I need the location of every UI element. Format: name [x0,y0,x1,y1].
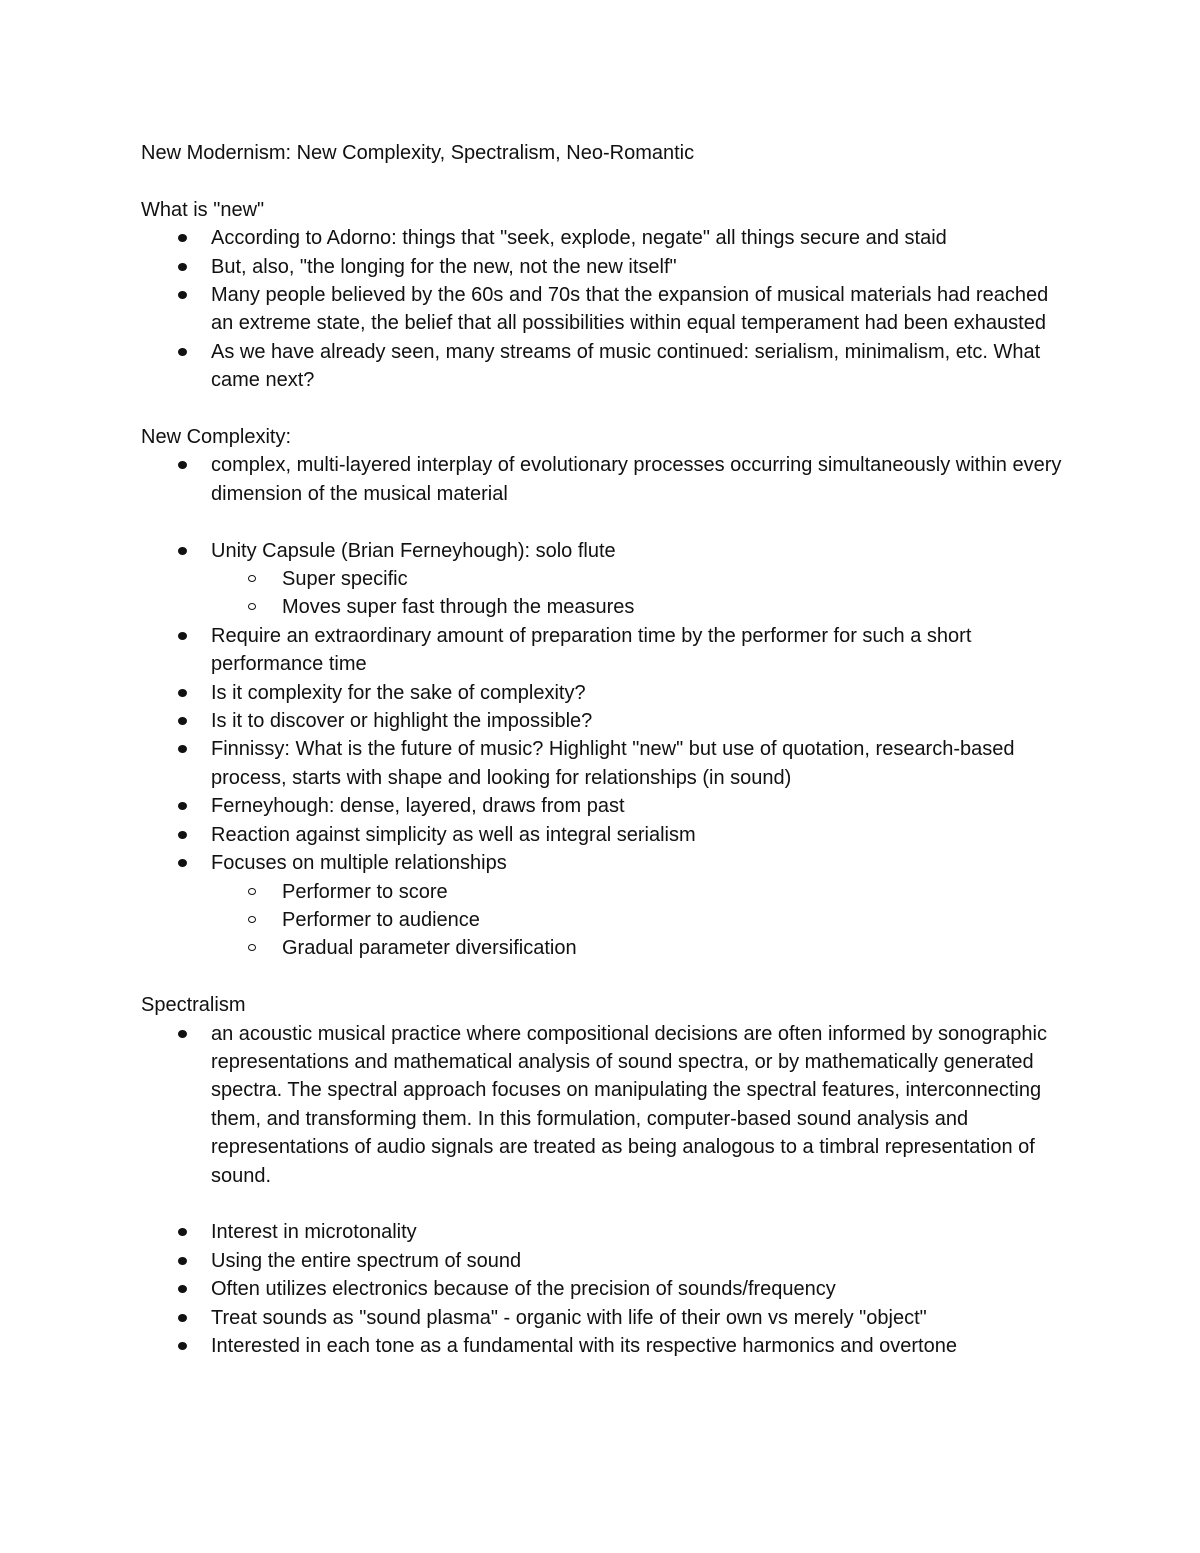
bullet-icon [178,1314,187,1322]
list-item [211,253,1071,281]
list-item [211,224,1071,252]
list-item-text: an acoustic musical practice where compositional decisions are often informed by sonographic representations and mathematical analysis of sound spectra, or by mathematically generated spectra. The spectral approach focuses on manipulating the spectral features, interconnecting them, and transforming them. In this formulation, computer-based sound analysis and representations of audio signals are treated as being analogous to a timbral representation of sound. [211,1022,1047,1187]
sub-list-item-text: Gradual parameter diversification [282,937,577,960]
sub-list-item [282,593,1071,621]
sub-list-item-text: Performer to audience [282,908,480,931]
list-item [211,338,1071,395]
spacer [141,167,1071,195]
sub-bullet-list [211,565,1071,622]
list-item-text: But, also, "the longing for the new, not the new itself" [211,255,677,278]
bullet-icon [178,291,187,299]
spacer [141,963,1071,991]
list-item [211,1218,1071,1246]
list-item [211,821,1071,849]
list-item-text: Interested in each tone as a fundamental with its respective harmonics and overtone [211,1334,957,1357]
list-item-text: Is it complexity for the sake of complexity? [211,681,586,704]
section-heading-spectralism: Spectralism [141,994,246,1017]
empty-line [211,508,1071,536]
section-heading-new-complexity: New Complexity: [141,426,292,449]
list-item-text: Focuses on multiple relationships [211,852,507,875]
sub-list-item-text: Performer to score [282,880,448,903]
bullet-icon [178,632,187,640]
list-item [211,537,1071,622]
list-item [211,451,1071,508]
list-item-text: Is it to discover or highlight the impossible? [211,710,593,733]
bullet-icon [178,1285,187,1293]
bullet-icon [178,263,187,271]
list-item-text: Ferneyhough: dense, layered, draws from past [211,795,625,818]
hollow-bullet-icon [248,603,256,610]
bullet-icon [178,1030,187,1038]
list-item-text: Require an extraordinary amount of preparation time by the performer for such a short performance time [211,624,972,676]
bullet-list [141,451,1071,962]
hollow-bullet-icon [248,575,256,582]
bullet-icon [178,689,187,697]
sub-list-item [282,878,1071,906]
list-item-text: Reaction against simplicity as well as integral serialism [211,823,696,846]
list-item-text: Interest in microtonality [211,1221,417,1244]
list-item-text: According to Adorno: things that "seek, explode, negate" all things secure and staid [211,227,947,250]
sub-list-item-text: Moves super fast through the measures [282,596,635,619]
bullet-icon [178,831,187,839]
spacer [141,395,1071,423]
list-item-text: complex, multi-layered interplay of evolutionary processes occurring simultaneously within every dimension of the musical material [211,454,1062,505]
hollow-bullet-icon [248,916,256,923]
list-item-text: Finnissy: What is the future of music? Highlight "new" but use of quotation, research-based process, starts with shape and looking for relationships (in sound) [211,738,1015,789]
bullet-icon [178,234,187,242]
document-page [141,139,1071,1360]
list-item [211,679,1071,707]
bullet-icon [178,547,187,555]
empty-line [211,1190,1071,1218]
bullet-list [141,1020,1071,1361]
document-title: New Modernism: New Complexity, Spectralism, Neo-Romantic [141,142,695,164]
list-item-text: Many people believed by the 60s and 70s that the expansion of musical materials had reached an extreme state, the belief that all possibilities within equal temperament had been exhausted [211,284,1049,335]
list-item-text: Often utilizes electronics because of the precision of sounds/frequency [211,1278,836,1301]
list-item [211,1247,1071,1275]
list-item-text: Unity Capsule (Brian Ferneyhough): solo flute [211,539,616,562]
bullet-icon [178,348,187,356]
bullet-icon [178,1342,187,1350]
bullet-icon [178,461,187,469]
list-item [211,622,1071,679]
bullet-list [141,224,1071,394]
sub-bullet-list [211,878,1071,963]
list-item [211,1275,1071,1303]
bullet-icon [178,717,187,725]
list-item [211,1020,1071,1190]
list-item [211,281,1071,338]
bullet-icon [178,802,187,810]
list-item [211,1332,1071,1360]
list-item-text: Treat sounds as "sound plasma" - organic with life of their own vs merely "object" [211,1306,927,1329]
bullet-icon [178,745,187,753]
list-item [211,707,1071,735]
sub-list-item [282,906,1071,934]
list-item [211,735,1071,792]
list-item [211,849,1071,963]
sub-list-item [282,934,1071,962]
sub-list-item-text: Super specific [282,568,408,591]
bullet-icon [178,1228,187,1236]
bullet-icon [178,859,187,867]
list-item-text: As we have already seen, many streams of music continued: serialism, minimalism, etc. What came next? [211,340,1041,392]
hollow-bullet-icon [248,888,256,895]
list-item-text: Using the entire spectrum of sound [211,1249,522,1272]
list-item [211,1304,1071,1332]
section-heading-what-is-new: What is "new" [141,198,265,221]
list-item [211,792,1071,820]
bullet-icon [178,1257,187,1265]
sub-list-item [282,565,1071,593]
hollow-bullet-icon [248,944,256,951]
